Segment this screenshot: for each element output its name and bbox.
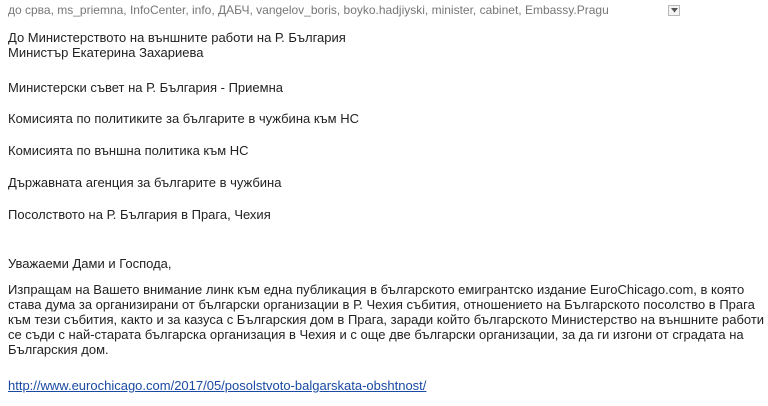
paragraph-line: Изпращам на Вашето внимание линк към една публикация в българското емигрантско издание EuroChicago.com, в която — [8, 282, 745, 297]
paragraph-line: Българския дом. — [8, 342, 109, 357]
address-line-ministry: До Министерството на външните работи на Р. България — [8, 30, 346, 45]
greeting: Уважаеми Дами и Господа, — [8, 256, 172, 271]
address-line-commission-foreign: Комисията по външна политика към НС — [8, 143, 249, 158]
recipients-bar — [0, 0, 768, 20]
paragraph-line: става дума за организирани от български организации в Р. Чехия събития, отношението на Българското посолство в Прага — [8, 297, 755, 312]
address-line-agency: Държавната агенция за българите в чужбина — [8, 175, 282, 190]
address-line-council: Министерски съвет на Р. България - Приемна — [8, 80, 283, 95]
article-link[interactable]: http://www.eurochicago.com/2017/05/posolstvoto-balgarskata-obshtnost/ — [8, 378, 427, 393]
paragraph-line: към тези събития, както и за казуса с Българския дом в Прага, заради който българското Министерство на външните работи — [8, 312, 765, 327]
address-line-commission-abroad: Комисията по политиките за българите в чужбина към НС — [8, 111, 359, 126]
expand-recipients-button[interactable] — [668, 5, 680, 16]
address-line-embassy: Посолството на Р. България в Прага, Чехия — [8, 207, 271, 222]
chevron-down-icon — [671, 8, 678, 13]
address-line-minister: Министър Екатерина Захариева — [8, 45, 204, 60]
paragraph-line: се съди с най-старата българска организация в Чехия и с още две български организации, за да ги изгони от сградата на — [8, 327, 744, 342]
recipients-list[interactable]: до срва, ms_priemna, InfoCenter, info, ДАБЧ, vangelov_boris, boyko.hadjiyski, minister, cabinet, Embassy.Pragu — [8, 3, 609, 17]
message-paragraph — [8, 282, 765, 357]
